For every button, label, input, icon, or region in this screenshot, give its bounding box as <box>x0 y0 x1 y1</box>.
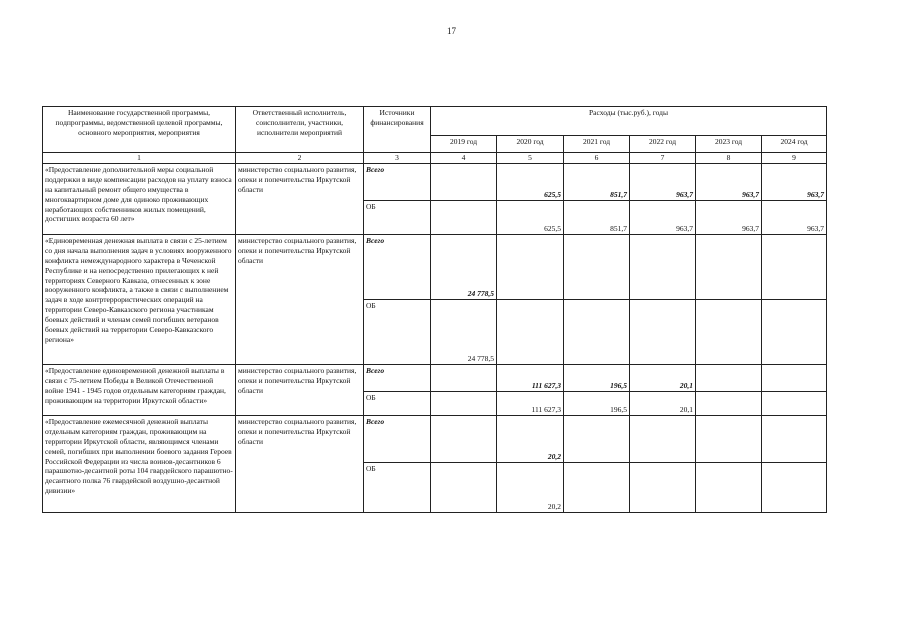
header-year: 2022 год <box>630 136 696 153</box>
value-ob <box>696 300 762 365</box>
header-name: Наименование государственной программы, подпрограммы, ведомственной целевой программы, основного мероприятия, мероприятия <box>43 107 236 153</box>
value-ob: 963,7 <box>762 201 827 235</box>
source-ob: ОБ <box>364 463 431 513</box>
value-ob: 20,1 <box>630 392 696 416</box>
value-total <box>762 416 827 463</box>
value-ob <box>696 392 762 416</box>
value-ob <box>762 392 827 416</box>
value-ob: 111 627,3 <box>497 392 564 416</box>
value-total: 196,5 <box>564 365 630 392</box>
source-ob: ОБ <box>364 300 431 365</box>
measure-name: «Предоставление ежемесячной денежной выплаты отдельным категориям граждан, проживающим на территории Иркутской области, являющимся членами семей, погибших при выполнении боевого задания Героев Российской Федерации из числа воинов-десантников 6 парашютно-десантной роты 104 гвардейского парашютно-десантного полка 76 гвардейской воздушно-десантной дивизии» <box>43 416 236 513</box>
value-total <box>696 235 762 300</box>
source-ob: ОБ <box>364 392 431 416</box>
column-number: 6 <box>564 153 630 164</box>
responsible-executor: министерство социального развития, опеки и попечительства Иркутской области <box>236 365 364 416</box>
value-ob <box>431 463 497 513</box>
value-total <box>564 235 630 300</box>
value-ob: 196,5 <box>564 392 630 416</box>
table-row <box>43 365 827 392</box>
value-ob <box>762 463 827 513</box>
value-total <box>564 416 630 463</box>
value-ob: 963,7 <box>630 201 696 235</box>
value-total <box>696 416 762 463</box>
table-row <box>43 235 827 300</box>
value-total <box>431 416 497 463</box>
value-total <box>497 235 564 300</box>
measure-name: «Предоставление дополнительной меры социальной поддержки в виде компенсации расходов на уплату взноса на капитальный ремонт общего имущества в многоквартирном доме для одиноко проживающих неработающих собственников жилых помещений, достигших возраста 60 лет» <box>43 164 236 235</box>
value-total <box>762 235 827 300</box>
value-total <box>762 365 827 392</box>
value-ob <box>497 300 564 365</box>
value-ob: 20,2 <box>497 463 564 513</box>
value-total <box>630 416 696 463</box>
source-total: Всего <box>364 416 431 463</box>
value-ob <box>431 201 497 235</box>
measure-name: «Единовременная денежная выплата в связи с 25-летием со дня начала выполнения задач в условиях вооруженного конфликта немеждународного характера в Чеченской Республике и на непосредственно прилегающих к ней территориях Северного Кавказа, отнесенных к зоне вооруженного конфликта, а также в связи с выполнением задач в ходе контртеррористических операций на территории Северо-Кавказского региона участникам боевых действий и членам семей погибших ветеранов боевых действий на территории Северо-Кавказского региона» <box>43 235 236 365</box>
value-total <box>431 365 497 392</box>
source-total: Всего <box>364 164 431 201</box>
value-ob: 851,7 <box>564 201 630 235</box>
responsible-executor: министерство социального развития, опеки и попечительства Иркутской области <box>236 416 364 513</box>
value-total: 963,7 <box>696 164 762 201</box>
header-year: 2021 год <box>564 136 630 153</box>
column-number: 9 <box>762 153 827 164</box>
value-total: 24 778,5 <box>431 235 497 300</box>
header-row-top <box>43 107 827 136</box>
source-ob: ОБ <box>364 201 431 235</box>
value-ob <box>762 300 827 365</box>
value-ob <box>431 392 497 416</box>
value-total: 20,2 <box>497 416 564 463</box>
measure-name: «Предоставление единовременной денежной выплаты в связи с 75-летием Победы в Великой Отечественной войне 1941 - 1945 годов отдельным категориям граждан, проживающим на территории Иркутской области» <box>43 365 236 416</box>
value-total <box>696 365 762 392</box>
value-total: 20,1 <box>630 365 696 392</box>
value-total: 963,7 <box>762 164 827 201</box>
value-ob <box>696 463 762 513</box>
header-year: 2020 год <box>497 136 564 153</box>
value-total: 963,7 <box>630 164 696 201</box>
value-ob <box>564 300 630 365</box>
header-year: 2023 год <box>696 136 762 153</box>
value-ob <box>630 300 696 365</box>
column-number: 7 <box>630 153 696 164</box>
header-year: 2019 год <box>431 136 497 153</box>
value-total: 851,7 <box>564 164 630 201</box>
table-row <box>43 164 827 201</box>
page-number: 17 <box>447 26 456 36</box>
column-number: 4 <box>431 153 497 164</box>
value-total <box>431 164 497 201</box>
header-expenses: Расходы (тыс.руб.), годы <box>431 107 827 136</box>
column-number: 1 <box>43 153 236 164</box>
source-total: Всего <box>364 235 431 300</box>
value-total: 111 627,3 <box>497 365 564 392</box>
header-responsible: Ответственный исполнитель, соисполнители, участники, исполнители мероприятий <box>236 107 364 153</box>
column-number: 5 <box>497 153 564 164</box>
header-year: 2024 год <box>762 136 827 153</box>
value-total <box>630 235 696 300</box>
expenditure-table <box>42 106 827 513</box>
column-number: 8 <box>696 153 762 164</box>
value-ob <box>630 463 696 513</box>
value-ob <box>564 463 630 513</box>
column-number-row <box>43 153 827 164</box>
source-total: Всего <box>364 365 431 392</box>
value-ob: 24 778,5 <box>431 300 497 365</box>
responsible-executor: министерство социального развития, опеки и попечительства Иркутской области <box>236 235 364 365</box>
responsible-executor: министерство социального развития, опеки и попечительства Иркутской области <box>236 164 364 235</box>
table-row <box>43 416 827 463</box>
column-number: 2 <box>236 153 364 164</box>
value-ob: 963,7 <box>696 201 762 235</box>
header-source: Источники финансирования <box>364 107 431 153</box>
value-total: 625,5 <box>497 164 564 201</box>
column-number: 3 <box>364 153 431 164</box>
value-ob: 625,5 <box>497 201 564 235</box>
